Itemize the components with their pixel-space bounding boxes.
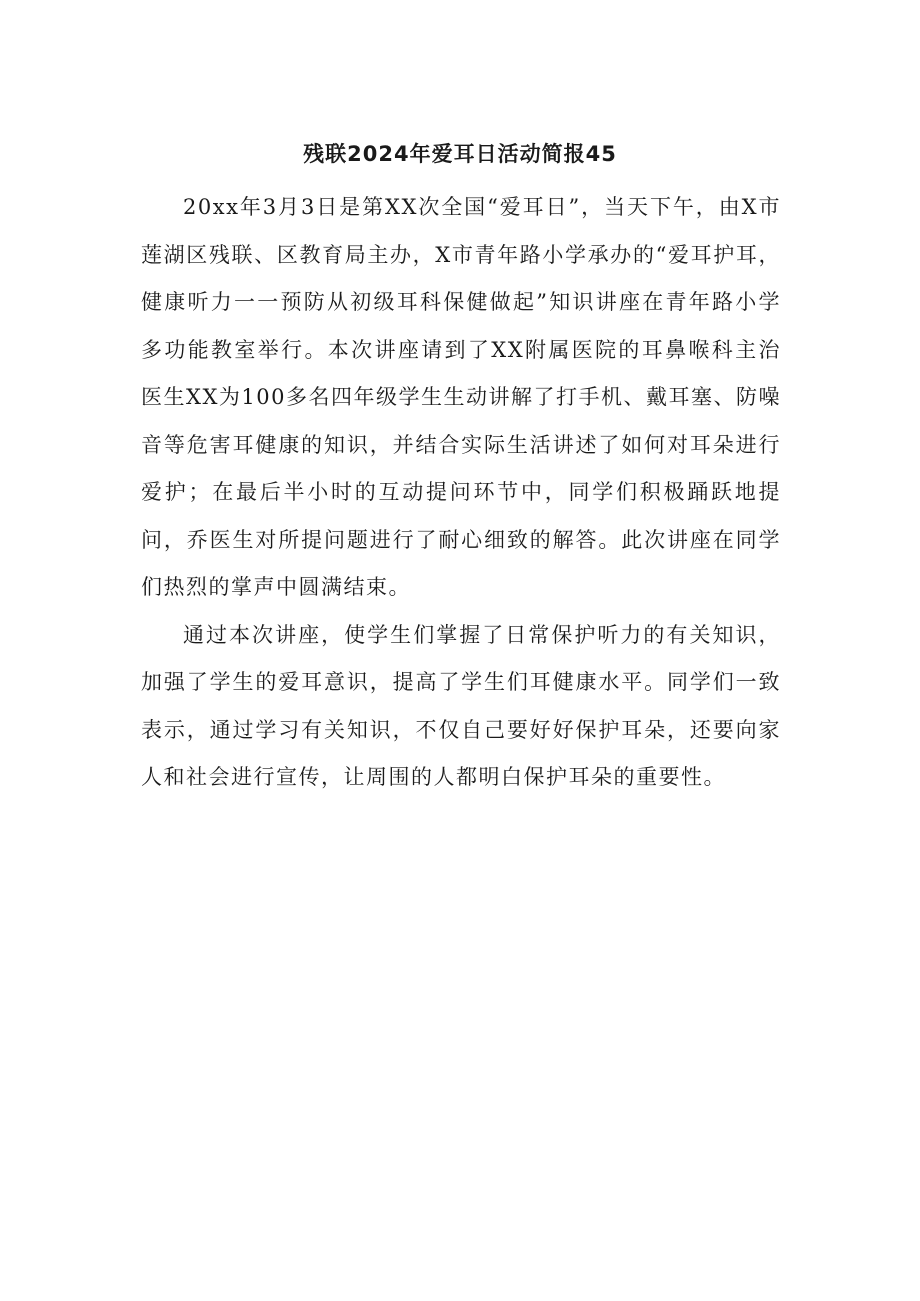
document-title: 残联2024年爱耳日活动简报45 [303, 142, 617, 166]
paragraph-1: 20xx年3月3日是第XX次全国“爱耳日”，当天下午，由X市莲湖区残联、区教育局主办，X市青年路小学承办的“爱耳护耳，健康听力一一预防从初级耳科保健做起”知识讲座在青年路小学多功能教室举行。本次讲座请到了XX附属医院的耳鼻喉科主治医生XX为100多名四年级学生生动讲解了打手机、戴耳塞、防噪音等危害耳健康的知识，并结合实际生活讲述了如何对耳朵进行爱护；在最后半小时的互动提问环节中，同学们积极踊跃地提问，乔医生对所提问题进行了耐心细致的解答。此次讲座在同学们热烈的掌声中圆满结束。 [141, 195, 781, 599]
paragraph-2: 通过本次讲座，使学生们掌握了日常保护听力的有关知识，加强了学生的爱耳意识，提高了学生们耳健康水平。同学们一致表示，通过学习有关知识，不仅自己要好好保护耳朵，还要向家人和社会进行宣传，让周围的人都明白保护耳朵的重要性。 [141, 622, 781, 789]
document-body [141, 184, 781, 802]
